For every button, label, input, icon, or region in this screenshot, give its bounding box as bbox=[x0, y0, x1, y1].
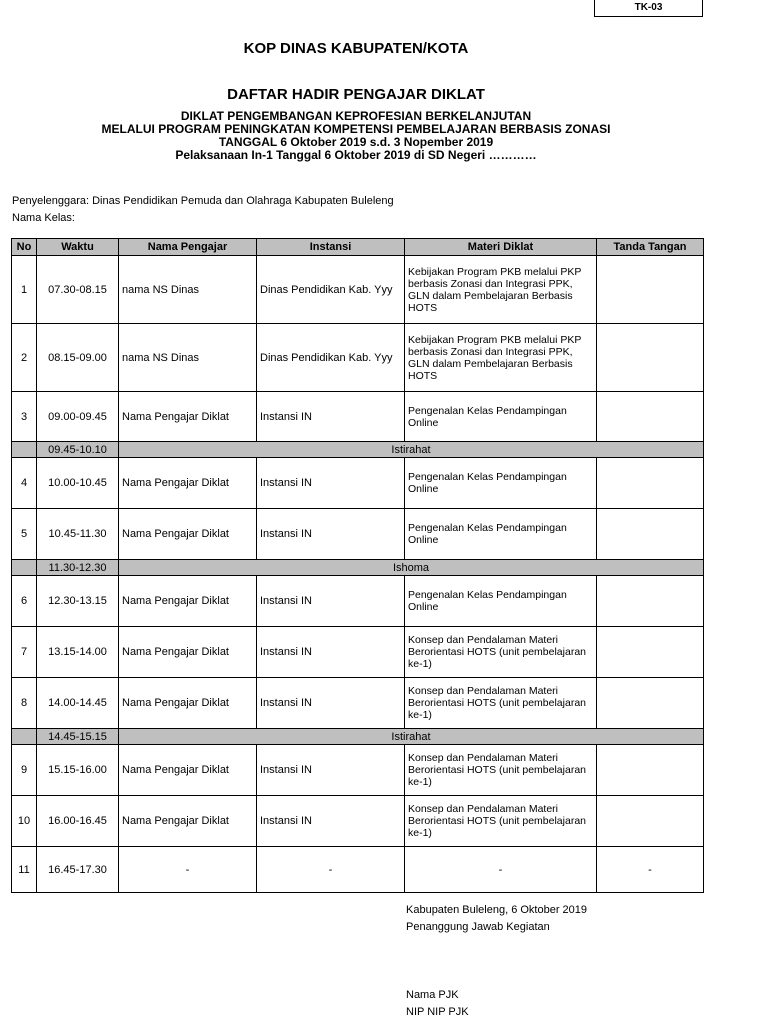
cell-no: 11 bbox=[12, 847, 37, 893]
cell-waktu: 10.45-11.30 bbox=[37, 509, 119, 560]
cell-waktu: 07.30-08.15 bbox=[37, 256, 119, 324]
table-row bbox=[12, 509, 704, 560]
signature-cell[interactable] bbox=[597, 745, 704, 796]
cell-materi: Pengenalan Kelas Pendampingan Online bbox=[405, 509, 597, 560]
table-row bbox=[12, 847, 704, 893]
table-row bbox=[12, 256, 704, 324]
signature-cell[interactable] bbox=[597, 576, 704, 627]
cell-no: 8 bbox=[12, 678, 37, 729]
subtitle-date-range: TANGGAL 6 Oktober 2019 s.d. 3 Nopember 2019 bbox=[218, 135, 494, 149]
table-row bbox=[12, 745, 704, 796]
break-row bbox=[12, 560, 704, 576]
cell-materi: Konsep dan Pendalaman Materi Berorientasi HOTS (unit pembelajaran ke-1) bbox=[405, 678, 597, 729]
cell-materi: Pengenalan Kelas Pendampingan Online bbox=[405, 576, 597, 627]
cell-no-empty bbox=[12, 560, 37, 576]
cell-materi: Kebijakan Program PKB melalui PKP berbasis Zonasi dan Integrasi PPK, GLN dalam Pembelajaran Berbasis HOTS bbox=[405, 324, 597, 392]
header-waktu: Waktu bbox=[37, 239, 119, 256]
cell-instansi: Instansi IN bbox=[257, 678, 405, 729]
cell-waktu: 14.00-14.45 bbox=[37, 678, 119, 729]
attendance-table bbox=[11, 238, 704, 893]
cell-materi: - bbox=[405, 847, 597, 893]
break-label: Istirahat bbox=[119, 442, 704, 458]
cell-no: 6 bbox=[12, 576, 37, 627]
cell-waktu: 08.15-09.00 bbox=[37, 324, 119, 392]
cell-pengajar: Nama Pengajar Diklat bbox=[119, 745, 257, 796]
cell-instansi: Instansi IN bbox=[257, 627, 405, 678]
table-header-row bbox=[12, 239, 704, 256]
cell-no-empty bbox=[12, 729, 37, 745]
header-tanda-tangan: Tanda Tangan bbox=[597, 239, 704, 256]
break-waktu: 14.45-15.15 bbox=[37, 729, 119, 745]
signature-cell[interactable] bbox=[597, 256, 704, 324]
break-label: Ishoma bbox=[119, 560, 704, 576]
table-row bbox=[12, 576, 704, 627]
cell-instansi: Instansi IN bbox=[257, 745, 405, 796]
cell-instansi: Instansi IN bbox=[257, 458, 405, 509]
subtitle-location: Pelaksanaan In-1 Tanggal 6 Oktober 2019 di SD Negeri ………… bbox=[175, 148, 537, 162]
letterhead-title: KOP DINAS KABUPATEN/KOTA bbox=[243, 40, 469, 57]
cell-pengajar: Nama Pengajar Diklat bbox=[119, 576, 257, 627]
break-waktu: 09.45-10.10 bbox=[37, 442, 119, 458]
cell-pengajar: nama NS Dinas bbox=[119, 324, 257, 392]
cell-no: 1 bbox=[12, 256, 37, 324]
cell-instansi: Dinas Pendidikan Kab. Yyy bbox=[257, 256, 405, 324]
cell-instansi: Dinas Pendidikan Kab. Yyy bbox=[257, 324, 405, 392]
cell-waktu: 12.30-13.15 bbox=[37, 576, 119, 627]
signature-cell[interactable] bbox=[597, 678, 704, 729]
cell-instansi: - bbox=[257, 847, 405, 893]
signature-cell[interactable] bbox=[597, 796, 704, 847]
cell-waktu: 16.00-16.45 bbox=[37, 796, 119, 847]
cell-no: 5 bbox=[12, 509, 37, 560]
signatory-nip: NIP NIP PJK bbox=[406, 1006, 469, 1018]
table-row bbox=[12, 627, 704, 678]
cell-waktu: 13.15-14.00 bbox=[37, 627, 119, 678]
signature-cell[interactable]: - bbox=[597, 847, 704, 893]
cell-no-empty bbox=[12, 442, 37, 458]
cell-pengajar: Nama Pengajar Diklat bbox=[119, 627, 257, 678]
cell-no: 3 bbox=[12, 392, 37, 442]
cell-no: 10 bbox=[12, 796, 37, 847]
break-row bbox=[12, 729, 704, 745]
break-row bbox=[12, 442, 704, 458]
cell-materi: Konsep dan Pendalaman Materi Berorientasi HOTS (unit pembelajaran ke-1) bbox=[405, 796, 597, 847]
cell-no: 2 bbox=[12, 324, 37, 392]
cell-no: 4 bbox=[12, 458, 37, 509]
table-row bbox=[12, 458, 704, 509]
cell-waktu: 10.00-10.45 bbox=[37, 458, 119, 509]
cell-materi: Konsep dan Pendalaman Materi Berorientasi HOTS (unit pembelajaran ke-1) bbox=[405, 627, 597, 678]
cell-pengajar: Nama Pengajar Diklat bbox=[119, 678, 257, 729]
cell-pengajar: Nama Pengajar Diklat bbox=[119, 392, 257, 442]
cell-pengajar: nama NS Dinas bbox=[119, 256, 257, 324]
cell-instansi: Instansi IN bbox=[257, 392, 405, 442]
signature-cell[interactable] bbox=[597, 392, 704, 442]
cell-materi: Kebijakan Program PKB melalui PKP berbasis Zonasi dan Integrasi PPK, GLN dalam Pembelajaran Berbasis HOTS bbox=[405, 256, 597, 324]
cell-waktu: 15.15-16.00 bbox=[37, 745, 119, 796]
signature-cell[interactable] bbox=[597, 627, 704, 678]
place-date: Kabupaten Buleleng, 6 Oktober 2019 bbox=[406, 904, 588, 916]
class-name-label: Nama Kelas: bbox=[12, 212, 75, 224]
break-waktu: 11.30-12.30 bbox=[37, 560, 119, 576]
subtitle-line-2: MELALUI PROGRAM PENINGKATAN KOMPETENSI PEMBELAJARAN BERBASIS ZONASI bbox=[101, 122, 611, 136]
break-label: Istirahat bbox=[119, 729, 704, 745]
cell-instansi: Instansi IN bbox=[257, 796, 405, 847]
table-row bbox=[12, 796, 704, 847]
table-row bbox=[12, 392, 704, 442]
document-code: TK-03 bbox=[594, 0, 703, 17]
signatory-name: Nama PJK bbox=[406, 989, 459, 1001]
cell-materi: Pengenalan Kelas Pendampingan Online bbox=[405, 392, 597, 442]
cell-instansi: Instansi IN bbox=[257, 576, 405, 627]
cell-pengajar: - bbox=[119, 847, 257, 893]
cell-no: 7 bbox=[12, 627, 37, 678]
cell-no: 9 bbox=[12, 745, 37, 796]
signature-cell[interactable] bbox=[597, 324, 704, 392]
header-instansi: Instansi bbox=[257, 239, 405, 256]
header-materi: Materi Diklat bbox=[405, 239, 597, 256]
table-row bbox=[12, 324, 704, 392]
header-nama-pengajar: Nama Pengajar bbox=[119, 239, 257, 256]
table-row bbox=[12, 678, 704, 729]
signature-cell[interactable] bbox=[597, 458, 704, 509]
cell-pengajar: Nama Pengajar Diklat bbox=[119, 509, 257, 560]
signatory-role: Penanggung Jawab Kegiatan bbox=[406, 921, 550, 933]
signature-cell[interactable] bbox=[597, 509, 704, 560]
page-title: DAFTAR HADIR PENGAJAR DIKLAT bbox=[227, 86, 485, 103]
cell-pengajar: Nama Pengajar Diklat bbox=[119, 796, 257, 847]
header-no: No bbox=[12, 239, 37, 256]
cell-materi: Pengenalan Kelas Pendampingan Online bbox=[405, 458, 597, 509]
cell-instansi: Instansi IN bbox=[257, 509, 405, 560]
cell-waktu: 09.00-09.45 bbox=[37, 392, 119, 442]
organizer-label: Penyelenggara: Dinas Pendidikan Pemuda dan Olahraga Kabupaten Buleleng bbox=[12, 195, 394, 207]
cell-pengajar: Nama Pengajar Diklat bbox=[119, 458, 257, 509]
cell-waktu: 16.45-17.30 bbox=[37, 847, 119, 893]
subtitle-line-1: DIKLAT PENGEMBANGAN KEPROFESIAN BERKELANJUTAN bbox=[180, 109, 532, 123]
cell-materi: Konsep dan Pendalaman Materi Berorientasi HOTS (unit pembelajaran ke-1) bbox=[405, 745, 597, 796]
